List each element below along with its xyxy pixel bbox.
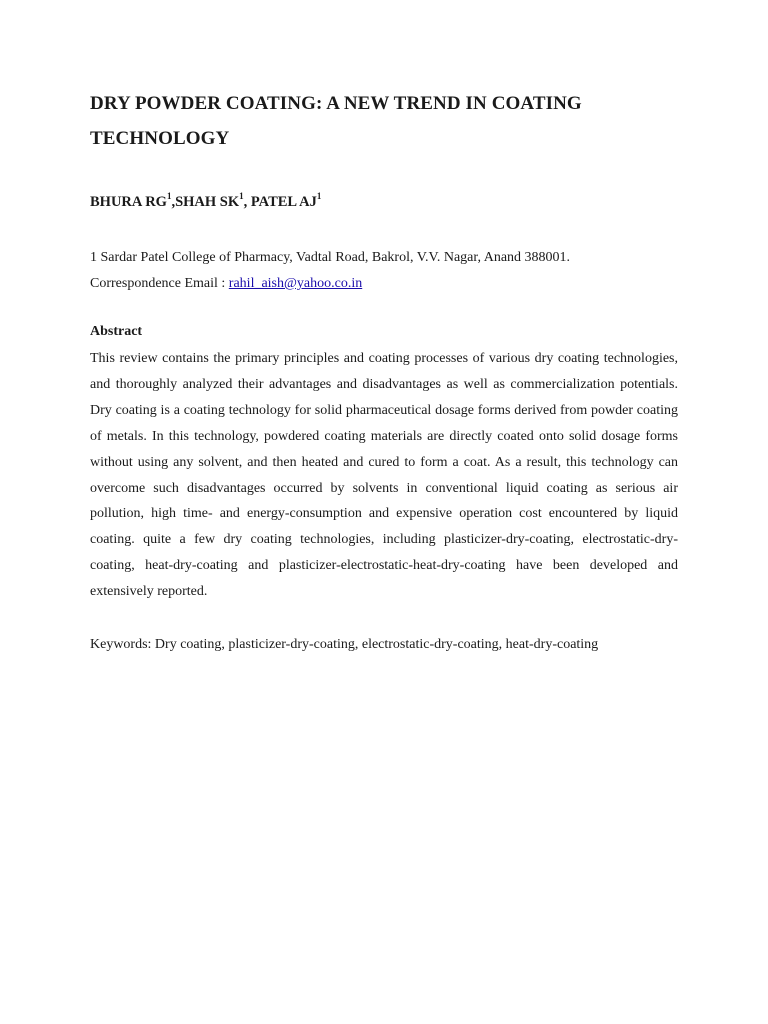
author-separator: , <box>171 194 176 210</box>
author-affiliation-mark: 1 <box>316 191 322 202</box>
email-link[interactable]: rahil_aish@yahoo.co.in <box>228 276 363 291</box>
paper-title: DRY POWDER COATING: A NEW TREND IN COATING TECHNOLOGY <box>90 93 582 149</box>
author-affiliation-mark: 1 <box>166 191 172 202</box>
author-name: BHURA RG <box>90 194 167 210</box>
affiliation: 1 Sardar Patel College of Pharmacy, Vadtal Road, Bakrol, V.V. Nagar, Anand 388001. <box>90 250 571 265</box>
author-list <box>90 192 321 212</box>
author-separator: , <box>243 194 251 210</box>
abstract-text: This review contains the primary principles and coating processes of various dry coating technologies, and thoroughly analyzed their advantages and disadvantages as well as commercialization potentials. Dry coating is a coating technology for solid pharmaceutical dosage forms derived from powder coating of metals. In this technology, powdered coating materials are directly coated onto solid dosage forms without using any solvent, and then heated and cured to form a coat. As a result, this technology can overcome such disadvantages occurred by solvents in conventional liquid coating as serious air pollution, high time- and energy-consumption and expensive operation cost encountered by liquid coating. quite a few dry coating technologies, including plasticizer-dry-coating, electrostatic-dry-coating, heat-dry-coating and plasticizer-electrostatic-heat-dry-coating have been developed and extensively reported. <box>90 351 678 600</box>
keywords: Keywords: Dry coating, plasticizer-dry-coating, electrostatic-dry-coating, heat-dry-coating <box>90 637 599 652</box>
correspondence-label: Correspondence Email : <box>90 276 229 291</box>
author-name: PATEL AJ <box>250 194 317 210</box>
author-affiliation-mark: 1 <box>239 191 244 202</box>
author-name: SHAH SK <box>175 194 240 210</box>
abstract-heading: Abstract <box>90 324 143 339</box>
correspondence-line <box>90 271 362 297</box>
